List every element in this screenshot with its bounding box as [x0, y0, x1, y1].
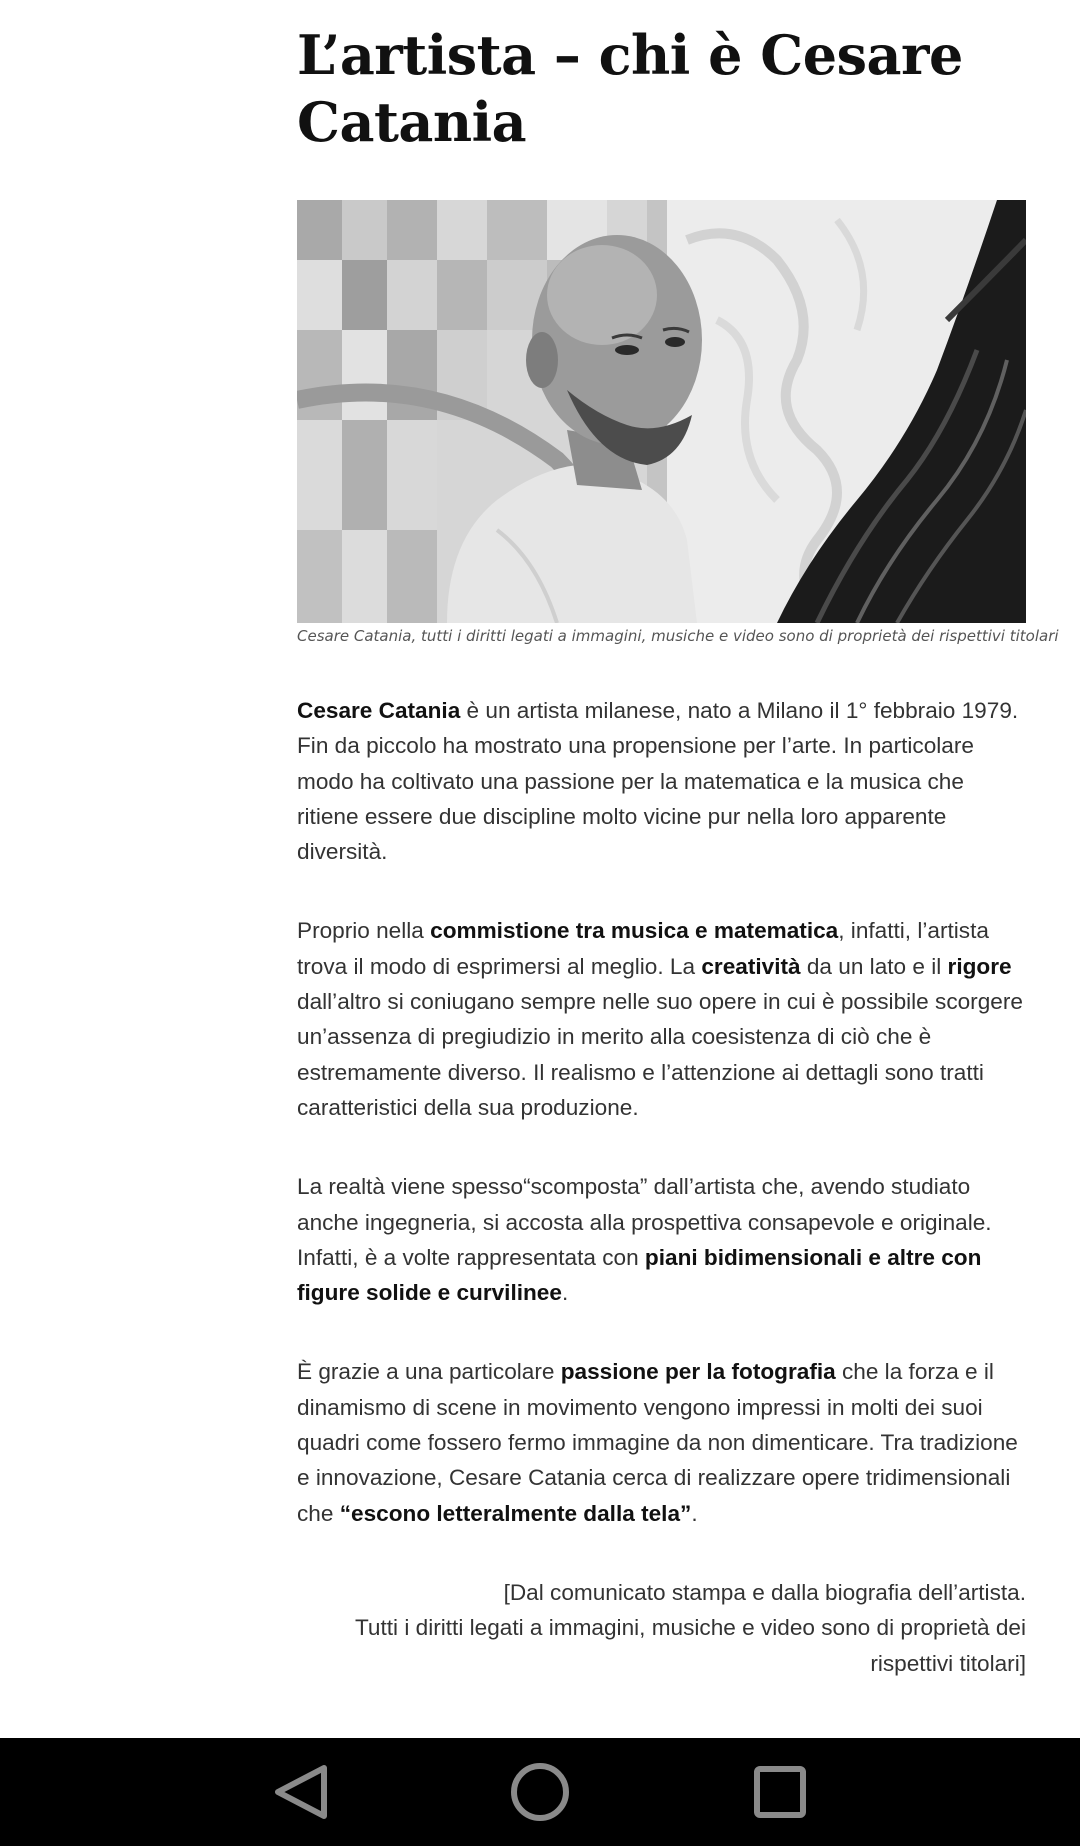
text: .: [691, 1500, 698, 1526]
paragraph-intro: [297, 693, 1026, 869]
bold-text: Cesare Catania: [297, 698, 461, 723]
text: Proprio nella: [297, 918, 431, 944]
bold-text: passione per la fotografia: [560, 1359, 836, 1385]
triangle-back-icon[interactable]: [240, 1738, 360, 1846]
image-caption: Cesare Catania, tutti i diritti legati a immagini, musiche e video sono di proprietà dei rispettivi titolari: [297, 627, 1059, 645]
bold-text: piani bidimensionali e altre con figure solide e curvilinee: [297, 1244, 982, 1306]
text: è un artista milanese, nato a Milano il 1° febbraio 1979. Fin da piccolo ha mostrato una propensione per l’arte. In particolare modo ha coltivato una passione per la matematica e la musica che ritiene essere due discipline molto vicine pur nella loro apparente diversità.: [297, 698, 1019, 865]
system-navigation-bar: [0, 1738, 1080, 1846]
bold-text: commistione tra musica e matematica: [430, 918, 839, 944]
source-note-line-2: Tutti i diritti legati a immagini, musiche e video sono di proprietà dei rispettivi titolari]: [354, 1615, 1026, 1676]
artist-photo: [297, 200, 1026, 623]
text: da un lato e il: [800, 953, 948, 979]
article-title: L’artista – chi è Cesare Catania: [297, 23, 963, 154]
text: dall’altro si coniugano sempre nelle suo opere in cui è possibile scorgere un’assenza di pregiudizio in merito alla coesistenza di ciò che è estremamente diverso. Il realismo e l’attenzione ai dettagli sono tratti caratteristici della sua produzione.: [297, 989, 1023, 1120]
bold-text: creatività: [701, 953, 801, 979]
bold-text: rigore: [947, 953, 1012, 979]
text: È grazie a una particolare: [297, 1359, 561, 1385]
paragraph-photography: [297, 1354, 1026, 1530]
paragraph-reality: [297, 1169, 1026, 1310]
circle-home-icon[interactable]: [480, 1738, 600, 1846]
article-figure: [297, 200, 1059, 646]
source-note: [297, 1575, 1026, 1681]
text: .: [561, 1280, 569, 1306]
source-note-line-1: [Dal comunicato stampa e dalla biografia dell’artista.: [503, 1579, 1026, 1605]
bold-text: “escono letteralmente dalla tela”: [339, 1500, 692, 1526]
article: [297, 0, 1059, 1681]
text: che la forza e il dinamismo di scene in movimento vengono impressi in molti dei suoi quadri come fossero fermo immagine da non dimenticare. Tra tradizione e innovazione, Cesare Catania cerca di realizzare opere tridimensionali che: [297, 1359, 1018, 1526]
square-recents-icon[interactable]: [720, 1738, 840, 1846]
text: La realtà viene spesso“scomposta” dall’artista che, avendo studiato anche ingegneria, si accosta alla prospettiva consapevole e originale. Infatti, è a volte rappresentata con: [297, 1174, 992, 1270]
text: , infatti, l’artista trova il modo di esprimersi al meglio. La: [297, 918, 989, 979]
paragraph-music-math: [297, 913, 1026, 1125]
